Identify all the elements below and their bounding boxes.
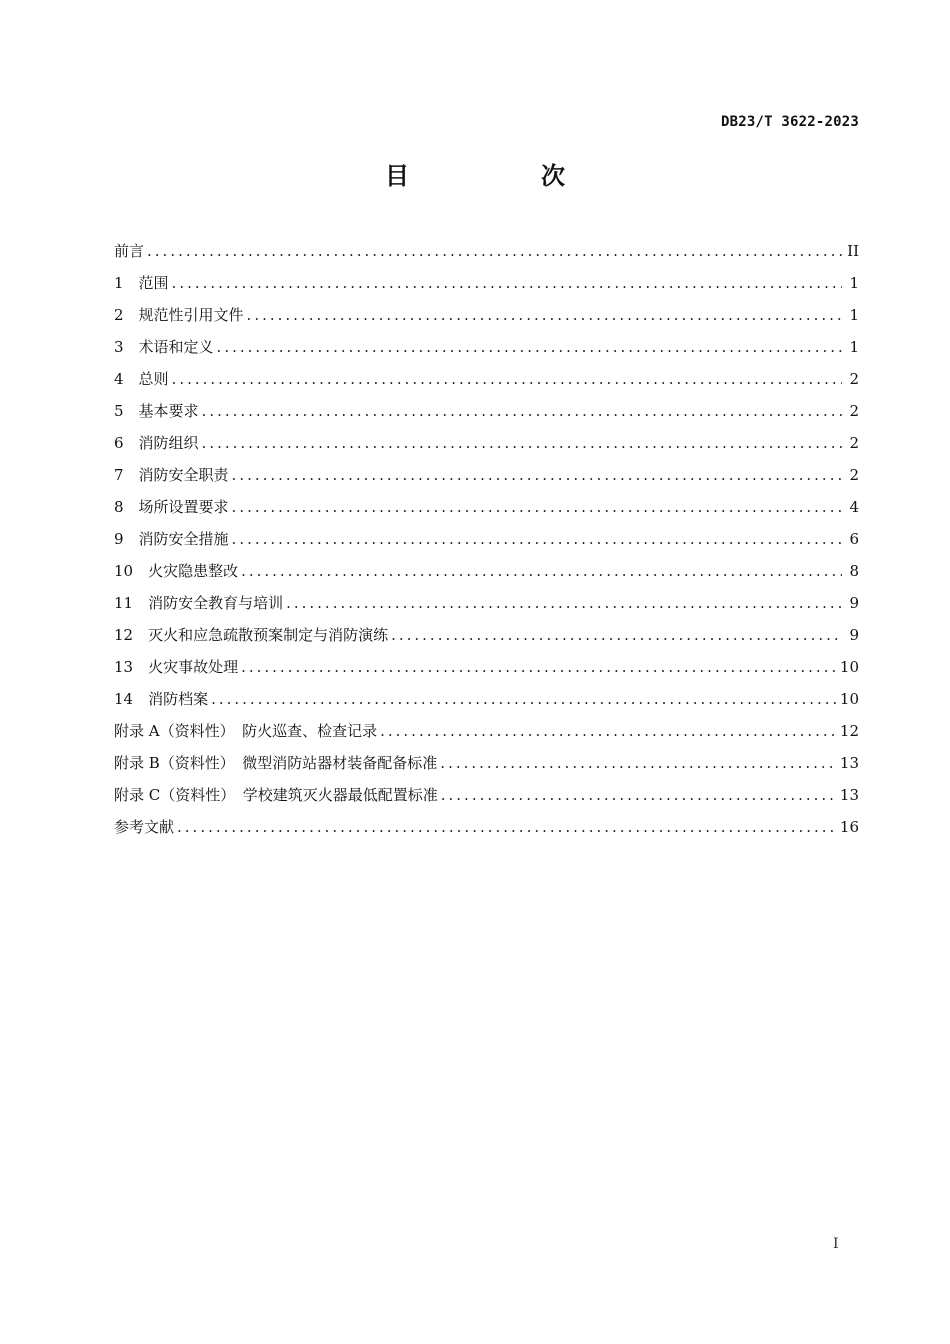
toc-entry-label: 6 消防组织	[114, 434, 199, 452]
standard-code: DB23/T 3622-2023	[720, 114, 859, 130]
toc-entry-label: 12 灭火和应急疏散预案制定与消防演练	[114, 626, 389, 644]
toc-leader-dots	[391, 619, 842, 651]
toc-entry-page: 16	[839, 818, 859, 836]
toc-entry-page: 12	[839, 722, 859, 740]
toc-entry-page: 10	[839, 690, 859, 708]
toc-entry-page: 2	[849, 402, 859, 420]
toc-entry-label: 参考文献	[114, 818, 175, 836]
toc-entry-page: 8	[849, 562, 859, 580]
toc-entry-5[interactable]	[114, 395, 859, 427]
toc-entry-page: 13	[839, 786, 859, 804]
toc-entry-appendix-b[interactable]	[114, 747, 859, 779]
toc-entry-page: 2	[849, 370, 859, 388]
toc-leader-dots	[202, 395, 842, 427]
toc-entry-page: 1	[849, 306, 859, 324]
toc-entry-references[interactable]	[114, 811, 859, 843]
toc-entry-label: 5 基本要求	[114, 402, 199, 420]
toc-entry-page: II	[847, 242, 859, 260]
toc-entry-page: 10	[839, 658, 859, 676]
toc-entry-page: 2	[849, 434, 859, 452]
toc-leader-dots	[232, 523, 842, 555]
toc-entry-2[interactable]	[114, 299, 859, 331]
toc-entry-label: 附录 B（资料性） 微型消防站器材装备配备标准	[114, 754, 438, 772]
toc-entry-label: 9 消防安全措施	[114, 530, 229, 548]
toc-entry-1[interactable]	[114, 267, 859, 299]
toc-entry-foreword[interactable]	[114, 235, 859, 267]
toc-entry-8[interactable]	[114, 491, 859, 523]
page-number: I	[833, 1236, 839, 1252]
toc-entry-label: 附录 A（资料性） 防火巡查、检查记录	[114, 722, 378, 740]
toc-leader-dots	[232, 491, 842, 523]
toc-leader-dots	[147, 235, 842, 267]
toc-entry-label: 13 火灾事故处理	[114, 658, 239, 676]
toc-entry-6[interactable]	[114, 427, 859, 459]
toc-entry-13[interactable]	[114, 651, 859, 683]
toc-entry-label: 3 术语和定义	[114, 338, 214, 356]
toc-entry-page: 2	[849, 466, 859, 484]
toc-entry-14[interactable]	[114, 683, 859, 715]
toc-entry-3[interactable]	[114, 331, 859, 363]
toc-entry-page: 1	[849, 338, 859, 356]
toc-entry-10[interactable]	[114, 555, 859, 587]
toc-entry-label: 4 总则	[114, 370, 169, 388]
toc-leader-dots	[241, 555, 842, 587]
toc-entry-page: 13	[839, 754, 859, 772]
toc-leader-dots	[177, 811, 837, 843]
toc-entry-9[interactable]	[114, 523, 859, 555]
toc-entry-page: 9	[849, 594, 859, 612]
toc-entry-label: 7 消防安全职责	[114, 466, 229, 484]
toc-entry-label: 1 范围	[114, 274, 169, 292]
toc-leader-dots	[172, 363, 842, 395]
toc-entry-page: 1	[849, 274, 859, 292]
toc-leader-dots	[217, 331, 842, 363]
toc-entry-page: 9	[849, 626, 859, 644]
toc-entry-appendix-a[interactable]	[114, 715, 859, 747]
toc-entry-appendix-c[interactable]	[114, 779, 859, 811]
toc-entry-label: 附录 C（资料性） 学校建筑灭火器最低配置标准	[114, 786, 438, 804]
toc-leader-dots	[232, 459, 842, 491]
toc-entry-page: 4	[849, 498, 859, 516]
toc-leader-dots	[172, 267, 842, 299]
toc-leader-dots	[247, 299, 842, 331]
toc-leader-dots	[241, 651, 837, 683]
toc-entry-label: 2 规范性引用文件	[114, 306, 244, 324]
toc-entry-label: 8 场所设置要求	[114, 498, 229, 516]
toc-entry-label: 11 消防安全教育与培训	[114, 594, 284, 612]
toc-entry-11[interactable]	[114, 587, 859, 619]
toc-leader-dots	[440, 747, 837, 779]
toc-entry-12[interactable]	[114, 619, 859, 651]
toc-entry-label: 前言	[114, 242, 145, 260]
toc-entry-4[interactable]	[114, 363, 859, 395]
toc-leader-dots	[202, 427, 842, 459]
toc-entry-label: 14 消防档案	[114, 690, 209, 708]
toc-leader-dots	[380, 715, 837, 747]
table-of-contents	[114, 235, 859, 843]
toc-entry-7[interactable]	[114, 459, 859, 491]
page-title: 目 次	[385, 162, 619, 190]
toc-leader-dots	[211, 683, 837, 715]
toc-leader-dots	[286, 587, 842, 619]
toc-leader-dots	[441, 779, 837, 811]
toc-entry-label: 10 火灾隐患整改	[114, 562, 239, 580]
toc-entry-page: 6	[849, 530, 859, 548]
